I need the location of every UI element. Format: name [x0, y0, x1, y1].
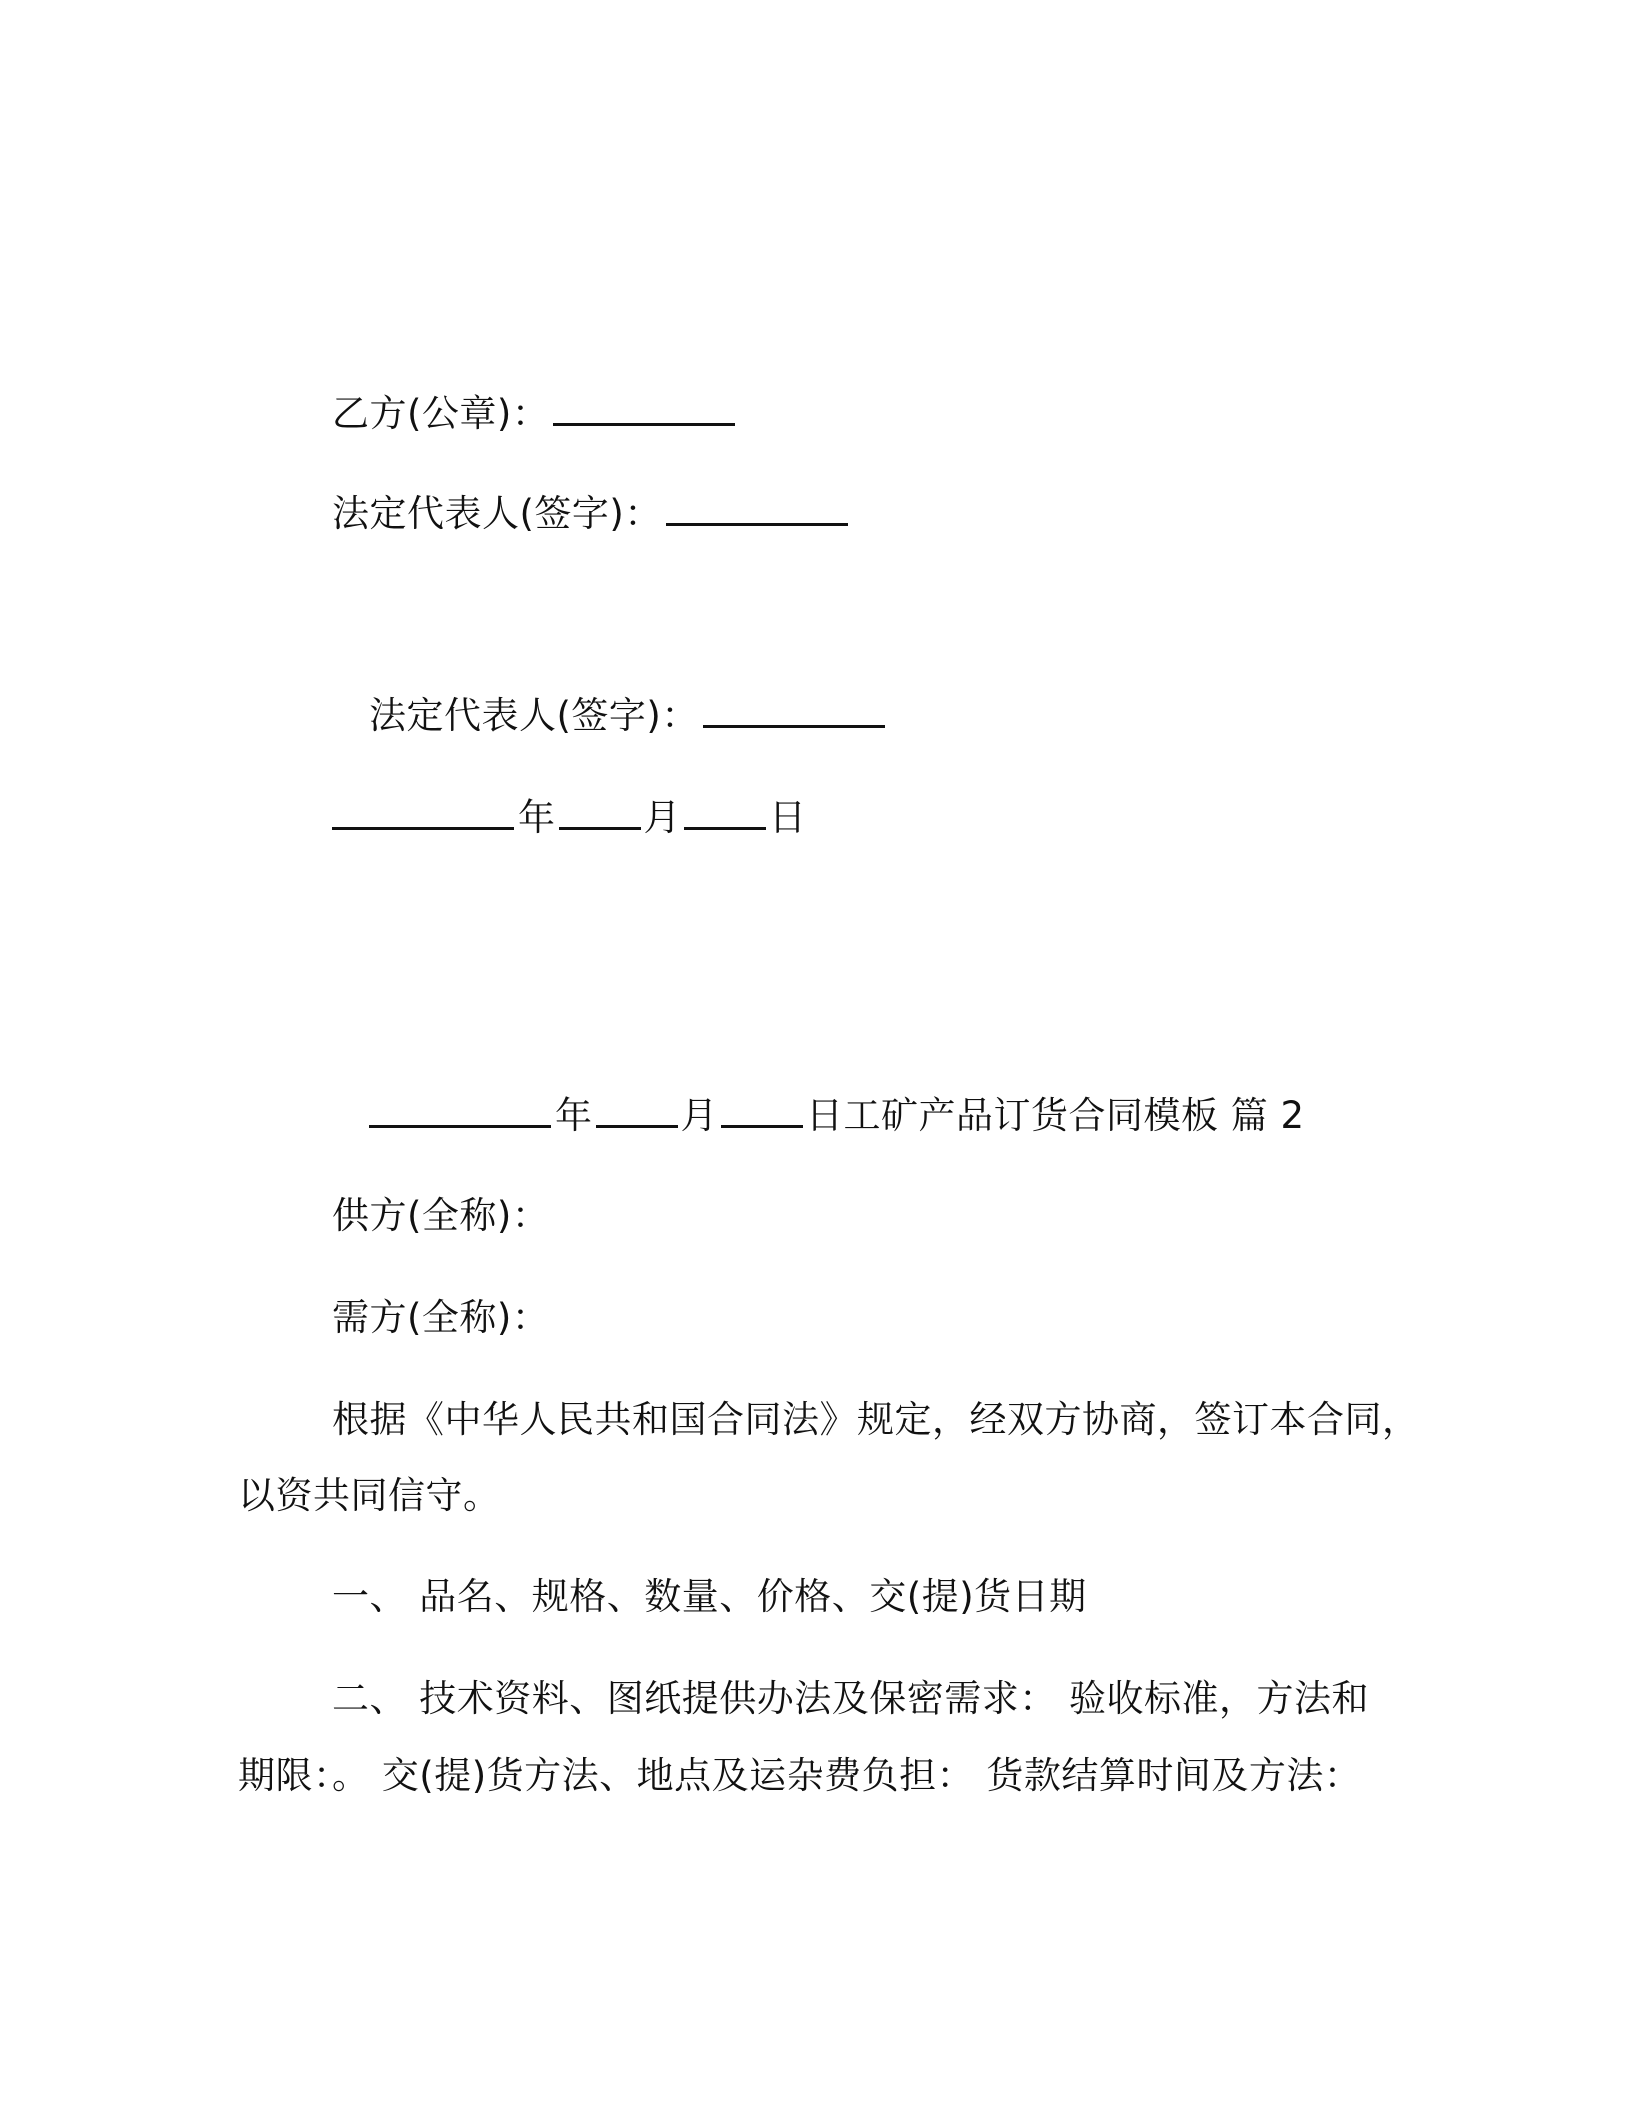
legal-rep-blank-1[interactable] — [666, 493, 848, 526]
contract-title-line — [369, 1094, 1305, 1137]
title-month-blank[interactable] — [596, 1095, 678, 1128]
signature-date-line — [332, 796, 807, 839]
buyer-label: 需方(全称)： — [332, 1296, 550, 1339]
preamble-text-2: 以资共同信守。 — [238, 1474, 501, 1517]
buyer-line — [332, 1296, 550, 1339]
title-day-blank[interactable] — [721, 1095, 803, 1128]
supplier-line — [332, 1194, 550, 1237]
clause-2-line-2 — [238, 1754, 1362, 1797]
supplier-label: 供方(全称)： — [332, 1194, 550, 1237]
party-b-seal-line — [332, 392, 739, 435]
clause-2-line-1 — [332, 1677, 1370, 1720]
date-day-blank[interactable] — [684, 797, 766, 830]
preamble-line-1 — [332, 1398, 1420, 1441]
date-month-label: 月 — [643, 796, 681, 839]
clause-2-text-2: 期限：。 交(提)货方法、地点及运杂费负担： 货款结算时间及方法： — [238, 1754, 1362, 1797]
date-year-blank[interactable] — [332, 797, 514, 830]
title-year-label: 年 — [555, 1094, 593, 1137]
legal-rep-line-2 — [369, 694, 889, 737]
legal-rep-line-1 — [332, 492, 852, 535]
clause-1-line — [332, 1575, 1087, 1618]
date-day-label: 日 — [769, 796, 807, 839]
title-month-label: 月 — [680, 1094, 718, 1137]
contract-title: 日工矿产品订货合同模板 篇 2 — [806, 1094, 1305, 1137]
date-month-blank[interactable] — [559, 797, 641, 830]
preamble-line-2 — [238, 1474, 501, 1517]
clause-2-text-1: 二、 技术资料、图纸提供办法及保密需求： 验收标准，方法和 — [332, 1677, 1370, 1720]
title-year-blank[interactable] — [369, 1095, 551, 1128]
party-b-seal-blank[interactable] — [553, 393, 735, 426]
preamble-text-1: 根据《中华人民共和国合同法》规定，经双方协商，签订本合同， — [332, 1398, 1420, 1441]
legal-rep-blank-2[interactable] — [703, 695, 885, 728]
party-b-seal-label: 乙方(公章)： — [332, 392, 550, 435]
legal-rep-label-1: 法定代表人(签字)： — [332, 492, 662, 535]
legal-rep-label-2: 法定代表人(签字)： — [369, 694, 699, 737]
clause-1-text: 一、 品名、规格、数量、价格、交(提)货日期 — [332, 1575, 1087, 1618]
date-year-label: 年 — [518, 796, 556, 839]
